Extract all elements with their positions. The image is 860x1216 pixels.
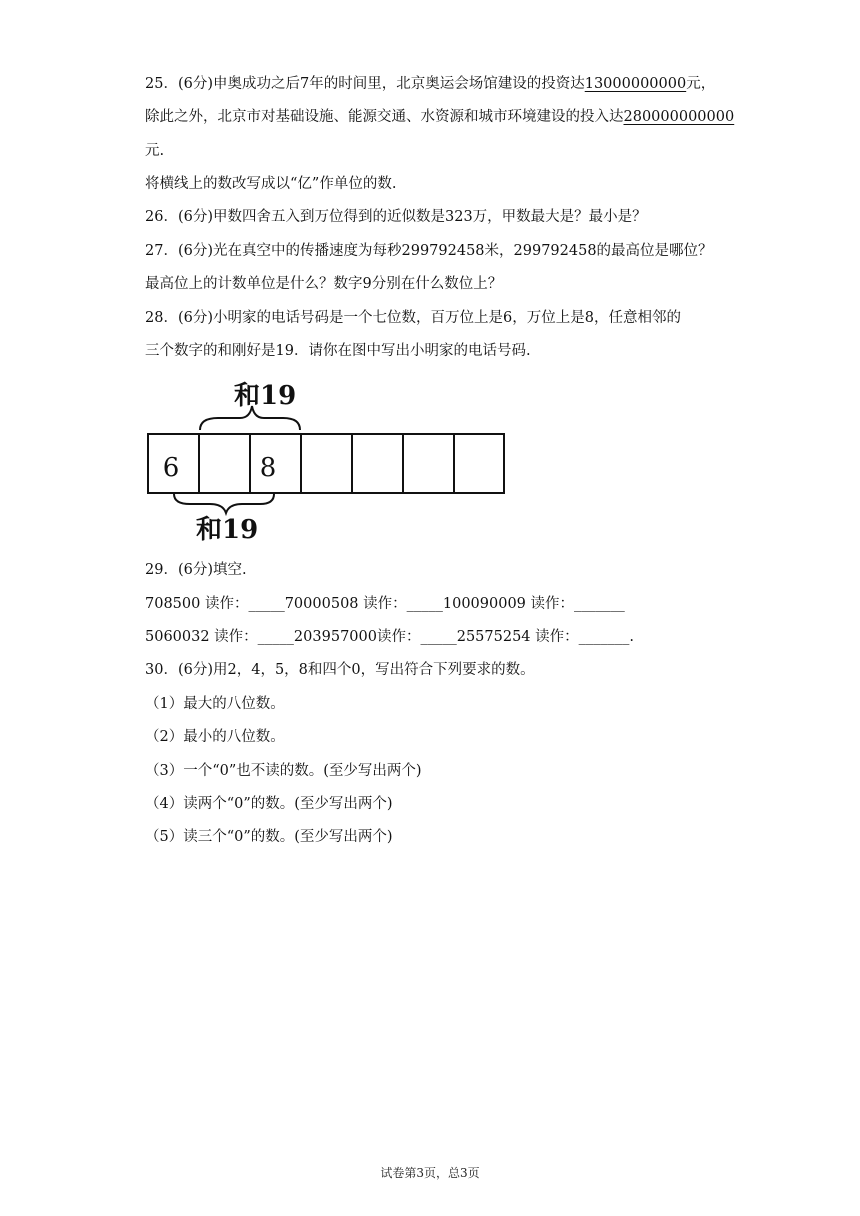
q27-line2: 最高位上的计数单位是什么？数字9分别在什么数位上？: [145, 276, 503, 292]
q29-row2: 5060032 读作：_____203957000读作：_____25575254 读作：_______.: [145, 629, 634, 645]
digit-box-outline: [148, 434, 504, 493]
bottom-sum-label: 和19: [196, 515, 259, 545]
q25-text-part1: 25．(6分)申奥成功之后7年的时间里，北京奥运会场馆建设的投资达: [145, 76, 585, 92]
q25-text-part2: 元，: [686, 76, 716, 92]
q25-amount1: 13000000000: [584, 76, 687, 92]
page-footer: 试卷第3页，总3页: [380, 1166, 480, 1180]
q30-title: 30．(6分)用2，4，5，8和四个0，写出符合下列要求的数。: [145, 662, 535, 678]
q25-text-part3: 除此之外，北京市对基础设施、能源交通、水资源和城市环境建设的投入达: [145, 109, 624, 125]
q25-instruction: 将横线上的数改写成以“亿”作单位的数.: [145, 176, 397, 192]
q28-line2: 三个数字的和刚好是19．请你在图中写出小明家的电话号码.: [145, 343, 531, 359]
q30-item-4: （4）读两个“0”的数。(至少写出两个): [145, 796, 393, 812]
bottom-brace: [174, 494, 274, 513]
q30-item-2: （2）最小的八位数。: [145, 729, 285, 745]
q28-line1: 28．(6分)小明家的电话号码是一个七位数，百万位上是6，万位上是8，任意相邻的: [145, 310, 681, 326]
q30-item-5: （5）读三个“0”的数。(至少写出两个): [145, 829, 393, 845]
q25-amount2: 280000000000: [623, 109, 735, 125]
q26-text: 26．(6分)甲数四舍五入到万位得到的近似数是323万，甲数最大是？最小是？: [145, 209, 647, 225]
q29-row1: 708500 读作：_____70000508 读作：_____100090009 读作：_______: [145, 596, 625, 612]
digit-cell-3[interactable]: 8: [259, 453, 277, 483]
q30-item-1: （1）最大的八位数。: [145, 696, 285, 712]
top-sum-label: 和19: [234, 381, 297, 411]
digit-cell-1[interactable]: 6: [162, 453, 180, 483]
phone-number-figure: [140, 372, 520, 547]
q25-line3: 元.: [145, 143, 165, 159]
q30-item-3: （3）一个“0”也不读的数。(至少写出两个): [145, 763, 422, 779]
q27-line1: 27．(6分)光在真空中的传播速度为每秒299792458米，299792458的最高位是哪位？: [145, 243, 713, 259]
digit-box-dividers: [199, 434, 454, 493]
q25-line2: [145, 107, 734, 127]
q29-title: 29．(6分)填空.: [145, 562, 247, 578]
q25-line1: [145, 74, 715, 94]
